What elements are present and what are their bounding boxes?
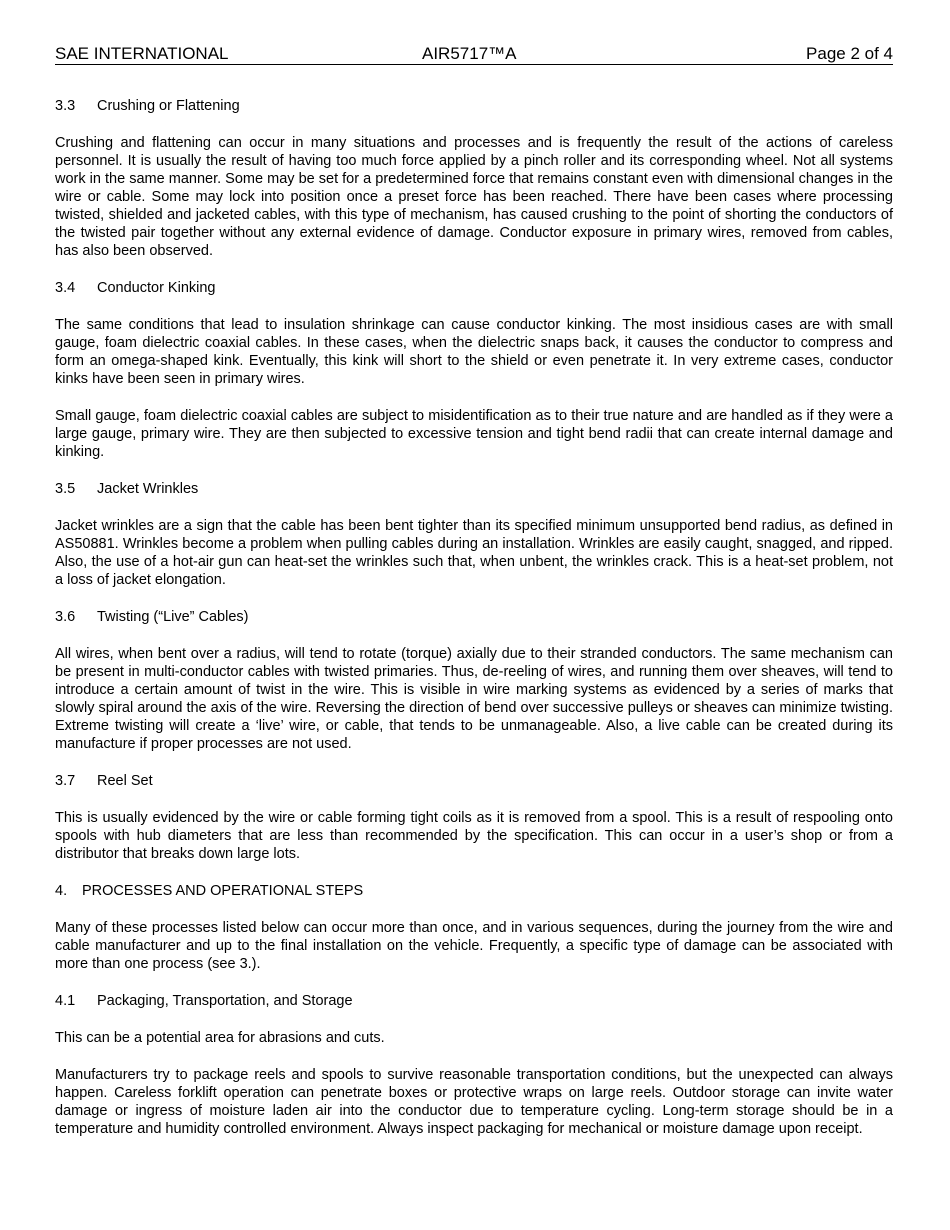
section-number: 3.6 [55, 609, 76, 625]
section-title: PROCESSES AND OPERATIONAL STEPS [82, 883, 364, 899]
section-title: Packaging, Transportation, and Storage [97, 993, 353, 1009]
document-body [55, 97, 893, 1138]
section-title: Reel Set [97, 773, 153, 789]
section-title: Crushing or Flattening [97, 98, 240, 114]
section-number: 4.1 [55, 993, 76, 1009]
header-page-number: Page 2 of 4 [806, 44, 893, 63]
section-title: Twisting (“Live” Cables) [97, 609, 249, 625]
paragraph: Many of these processes listed below can occur more than once, and in various sequences, during the journey from the wire and cable manufacturer and up to the final installation on the vehicle. Frequently, a specific type of damage can be associated with more than one process (see 3.). [55, 920, 893, 972]
section-number: 3.7 [55, 773, 76, 789]
section-heading [55, 97, 893, 115]
section-heading [55, 608, 893, 626]
paragraph: This can be a potential area for abrasions and cuts. [55, 1030, 385, 1046]
paragraph: All wires, when bent over a radius, will tend to rotate (torque) axially due to their stranded conductors. The same mechanism can be present in multi-conductor cables with twisted primaries. Thus, de-reeling of wires, and running them over sheaves, will tend to introduce a certain amount of twist in the wire. This is visible in wire marking systems as evidenced by a series of marks that slowly spiral around the axis of the wire. Reversing the direction of bend over successive pulleys or sheaves can minimize twisting. Extreme twisting will create a ‘live’ wire, or cable, that tends to be unmanageable. Also, a live cable can be created during its manufacture if proper processes are not used. [55, 646, 893, 752]
section-heading [55, 279, 893, 297]
section-heading [55, 882, 893, 900]
section-number: 4. [55, 883, 68, 899]
paragraph: Jacket wrinkles are a sign that the cable has been bent tighter than its specified minimum unsupported bend radius, as defined in AS50881. Wrinkles become a problem when pulling cables during an installation. Wrinkles are easily caught, snagged, and ripped. Also, the use of a hot-air gun can heat-set the wrinkles such that, when unbent, the wrinkles crack. This is a heat-set problem, not a loss of jacket elongation. [55, 518, 893, 588]
paragraph: Manufacturers try to package reels and spools to survive reasonable transportation conditions, but the unexpected can always happen. Careless forklift operation can penetrate boxes or protective wraps on large reels. Outdoor storage can invite water damage or ingress of moisture laden air into the conductor due to temperature cycling. Long-term storage should be in a temperature and humidity controlled environment. Always inspect packaging for mechanical or moisture damage upon receipt. [55, 1067, 893, 1137]
section-number: 3.5 [55, 481, 76, 497]
page-header [55, 43, 893, 65]
section-heading [55, 772, 893, 790]
section-number: 3.3 [55, 98, 76, 114]
paragraph: Crushing and flattening can occur in many situations and processes and is frequently the result of the actions of careless personnel. It is usually the result of having too much force applied by a pinch roller and its corresponding wheel. Not all systems work in the same manner. Some may be set for a predetermined force that remains constant even with dimensional changes in the wire or cable. Some may lock into position once a preset force has been reached. There have been cases where processing twisted, shielded and jacketed cables, with this type of mechanism, has caused crushing to the point of shorting the conductors of the twisted pair together without any external evidence of damage. Conductor exposure in primary wires, removed from cables, has also been observed. [55, 135, 893, 259]
header-organization: SAE INTERNATIONAL [55, 44, 229, 63]
section-number: 3.4 [55, 280, 76, 296]
section-title: Jacket Wrinkles [97, 481, 199, 497]
paragraph: Small gauge, foam dielectric coaxial cables are subject to misidentification as to their true nature and are handled as if they were a large gauge, primary wire. They are then subjected to excessive tension and tight bend radii that can create internal damage and kinking. [55, 408, 893, 460]
paragraph: The same conditions that lead to insulation shrinkage can cause conductor kinking. The most insidious cases are with small gauge, foam dielectric coaxial cables. In these cases, when the dielectric snaps back, it causes the conductor to compress and form an omega-shaped kink. Eventually, this kink will short to the shield or even penetrate it. In very extreme cases, conductor kinks have been seen in primary wires. [55, 317, 893, 387]
header-document-number: AIR5717™A [422, 44, 517, 63]
section-heading [55, 480, 893, 498]
section-title: Conductor Kinking [97, 280, 216, 296]
paragraph: This is usually evidenced by the wire or cable forming tight coils as it is removed from a spool. This is a result of respooling onto spools with hub diameters that are less than recommended by the specification. This can occur in a user’s shop or from a distributor that breaks down large lots. [55, 810, 893, 862]
section-heading [55, 992, 893, 1010]
